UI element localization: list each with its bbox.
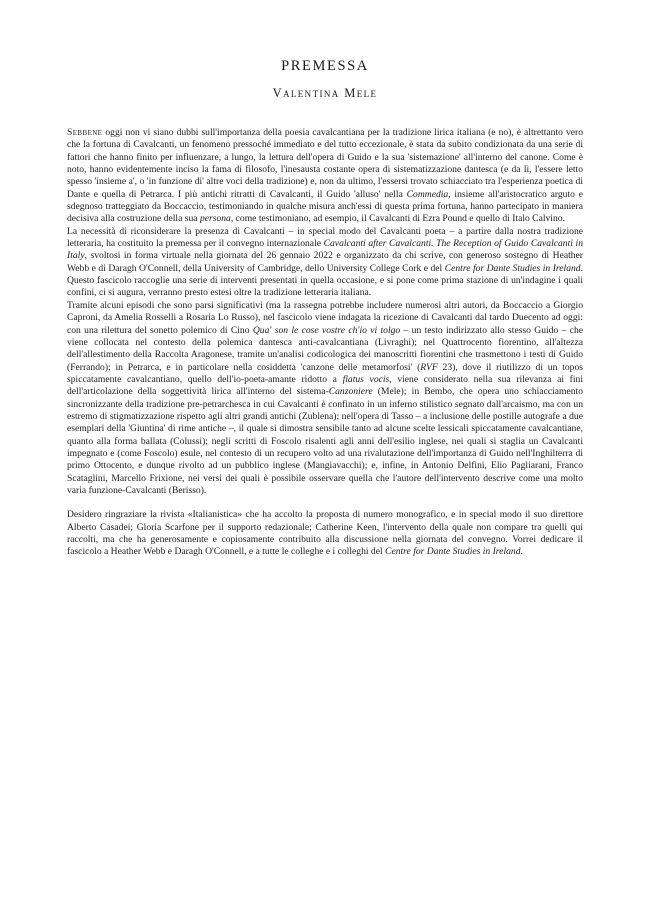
text-run: , come testimoniano, ad esempio, il Cavalcanti di Ezra Pound e quello di Italo Calvino. <box>230 213 565 225</box>
body-paragraph <box>67 226 583 300</box>
text-run: , svoltosi in forma virtuale nella giornata del 26 gennaio 2022 e organizzato da chi scrive, con generoso sostegno di Heather Webb e di Daragh O'Connell, della University of Cambridge, dello University College Cork e del <box>67 250 583 274</box>
italic-text: flatus vocis <box>342 373 390 385</box>
italic-text: Commedia <box>406 188 449 200</box>
text-run: . Questo fascicolo raccoglie una serie di interventi presentati in quella occasione, e si pone come prima stazione di un'indagine i quali confini, ci si augura, verranno presto estesi oltre la tradizione letteraria italiana. <box>67 262 584 299</box>
text-run: , viene considerato nella sua rilevanza ai fini dell'articolazione della soggettività lirica all'interno del sistema- <box>67 373 584 398</box>
italic-text: Centre for Dante Studies in Ireland <box>444 262 581 274</box>
italic-text: Canzoniere <box>328 386 373 398</box>
text-run: – un testo indirizzato allo stesso Guido – che viene collocata nel contesto della polemica dantesca anti-cavalcantiana (Livraghi); nel Quattrocento fiorentino, all'altezza dell'allestimento della Raccolta Aragonese, tramite un'analisi codicologica dei manoscritti fiorentini che trasmettono i testi di Guido (Ferrando); in Petrarca, e in particolare nella cosiddetta 'canzone delle metamorfosi' ( <box>67 324 583 373</box>
text-run: oggi non vi siano dubbi sull'importanza della poesia cavalcantiana per la tradizione lirica italiana (e no), è altrettanto vero che la fortuna di Cavalcanti, un fenomeno pressoché immediato e del tutto eccezionale, è stata da subito condizionata da una serie di fattori che hanno finito per influenzare, a lungo, la lettura dell'opera di Guido e la sua 'sistemazione' all'interno del canone. Come è noto, hanno evidentemente inciso la fama di filosofo, l'inesausta costante opera di sistematizzazione dantesca (e da lì, l'essere letto spesso 'insieme a', o 'in funzione di' altre voci della tradizione) e, non da ultimo, l'essersi trovato schiacciato tra l'esperienza poetica di Dante e quella di Petrarca. I più antichi ritratti di Cavalcanti, il Guido 'alluso' nella <box>67 127 583 200</box>
text-run: La necessità di riconsiderare la presenza di Cavalcanti – in special modo del Cavalcanti poeta – a partire dalla nostra tradizione letteraria, ha costituito la premessa per il convegno internazionale <box>67 225 583 250</box>
text-run: , insieme all'aristocratico arguto e sdegnoso tratteggiato da Boccaccio, testimoniando in qualche misura anch'essi di questa prima fortuna, hanno partecipato in maniera decisiva alla costruzione della sua <box>67 188 583 225</box>
body-paragraph <box>67 300 583 498</box>
author-name: Valentina Mele <box>272 86 378 100</box>
italic-text: Centre for Dante Studies in Ireland <box>385 546 521 558</box>
italic-text: RVF <box>420 361 438 373</box>
body-paragraph <box>67 509 583 558</box>
text-run: Desidero ringraziare la rivista «Italianistica» che ha accolto la proposta di numero monografico, e in special modo il suo direttore Alberto Casadei; Gloria Scarfone per il supporto redazionale; Catherine Keen, l'intervento della quale non compare tra quelli qui raccolti, ma che ha generosamente e copiosamente contribuito alla discussione nella giornata del convegno. Vorrei dedicare il fascicolo a Heather Webb e Daragh O'Connell, e a tutte le colleghe e i colleghi del <box>67 509 583 558</box>
body-paragraph <box>67 127 583 226</box>
article-body <box>67 127 583 559</box>
text-run: (Mele); in Bembo, che opera uno schiacciamento sincronizzante della tradizione pre-petrarchesca in cui Cavalcanti è confinato in un inferno stilistico segnato dall'arcaismo, ma con un estremo di stigmatizzazione rispetto agli altri grandi antichi (Zublena); nell'opera di Tasso – a inclusione delle postille autografe a due esemplari della 'Giuntina' di rime antiche –, il quale si dimostra sensibile tanto ad alcune scelte lessicali spiccatamente cavalcantiane, quanto alla forma ballata (Colussi); negli scritti di Foscolo risalenti agli anni dell'esilio inglese, nei quali si staglia un Cavalcanti impegnato e (come Foscolo) esule, nel contesto di un recupero volto ad una rivalutazione dell'importanza di Guido nell'Inghilterra di primo Ottocento, e dunque rivolto ad un pubblico inglese (Mangiavacchi); e, infine, in Antonio Delfini, Elio Pagliarani, Franco Scataglini, Marcello Frixione, nei versi dei quali è possibile osservare quella che l'autore dell'intervento descrive come una molto varia funzione-Cavalcanti (Berisso). <box>67 386 584 496</box>
paragraph-lead-word: Sebbene <box>67 127 103 138</box>
italic-text: Cavalcanti after Cavalcanti. The Reception of Guido Cavalcanti in Italy <box>67 238 583 262</box>
italic-text: Qua' son le cose vostre ch'io vi tolgo <box>252 324 401 336</box>
italic-text: persona <box>199 213 231 225</box>
page-title: PREMESSA <box>281 58 369 74</box>
text-run: . <box>520 546 523 558</box>
text-run: Tramite alcuni episodi che sono parsi significativi (ma la rassegna potrebbe includere numerosi altri autori, da Boccaccio a Giorgio Caproni, da Amelia Rosselli a Rosaria Lo Russo), nel fascicolo viene indagata la ricezione di Cavalcanti dal tardo Duecento ad oggi: con una rilettura del sonetto polemico di Cino <box>67 299 583 336</box>
text-run: 23), dove il riutilizzo di un topos spiccatamente cavalcantiano, quello dell'io-poeta-amante ridotto a <box>67 361 583 385</box>
